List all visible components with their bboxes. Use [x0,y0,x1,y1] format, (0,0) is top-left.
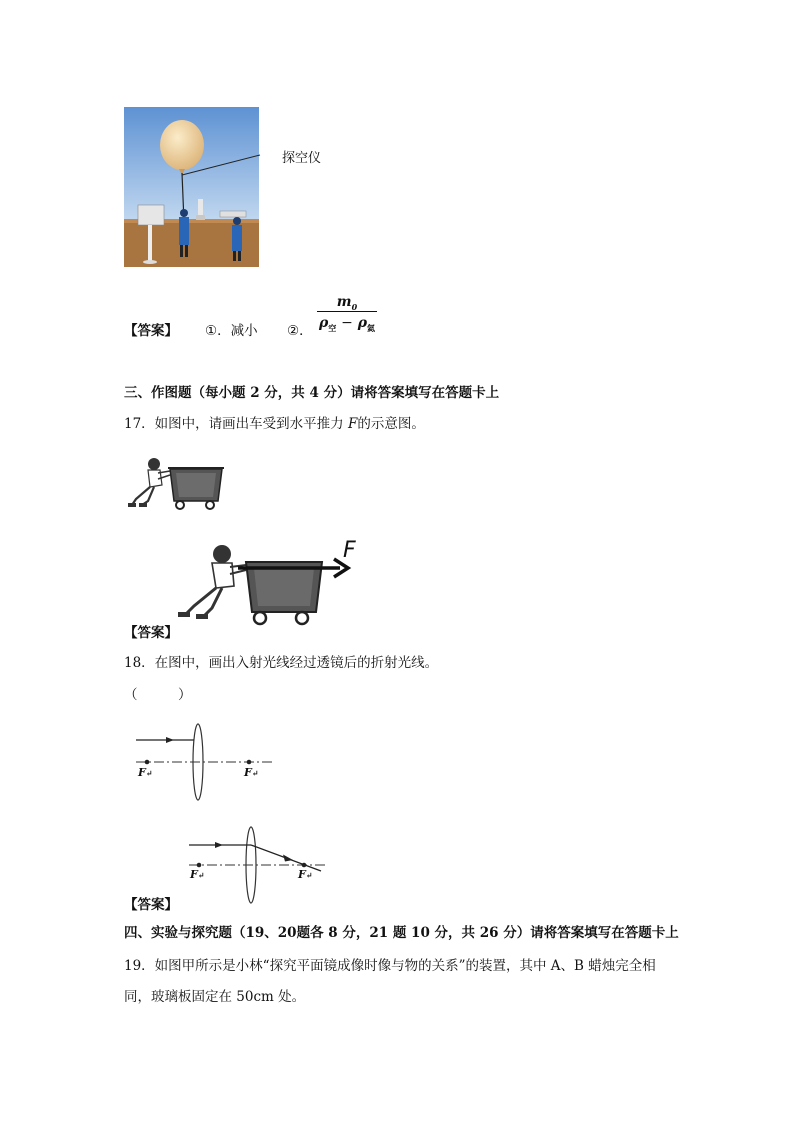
focus-right-text: F [244,766,252,779]
lens-answer-figure [183,825,333,905]
callout-line [180,145,290,185]
return-mark-right: ↵ [251,768,259,778]
answer-16-item2: ②． [287,323,313,339]
numerator-sub: 0 [351,301,358,312]
answer-focus-left-label [190,868,205,881]
fraction-numerator [317,294,377,311]
fraction-denominator [317,315,377,334]
answer-focus-right-text: F [298,868,306,881]
probe-label: 探空仪 [282,151,322,166]
fraction-bar [317,311,377,312]
answer-label-17: 【答案】 [124,625,178,641]
balloon-photo-graphic [124,107,259,267]
q18-text: 18．在图中，画出入射光线经过透镜后的折射光线。 [124,655,439,671]
answer-focus-right-label [298,868,313,881]
q19-line2: 同，玻璃板固定在 50cm 处。 [124,989,306,1005]
rho-helium-sub: 氦 [367,322,376,333]
rho-air-sub: 空 [328,322,337,333]
return-mark-left: ↵ [145,768,153,778]
q19-line1: 19．如图甲所示是小林“探究平面镜成像时像与物的关系”的装置，其中 A、B 蜡烛完全相 [124,958,656,974]
answer-label-16: 【答案】 [124,323,178,339]
q17-text-before: 17．如图中，请画出车受到水平推力 [124,416,348,432]
q17-text [124,418,425,432]
answer-return-mark-right: ↵ [305,870,313,880]
answer-focus-left-text: F [190,868,198,881]
rho-helium: ρ [357,315,368,331]
answer-label-18: 【答案】 [124,897,178,913]
minus-sign: − [341,315,353,331]
q18-blank: （ ） [124,687,192,703]
lens-figure [130,720,280,805]
cart-figure [124,455,229,513]
focus-left-label [138,766,153,779]
numerator-m: m [336,294,352,310]
force-label-F: F [343,538,356,563]
cart-answer-figure [176,540,366,630]
answer-16-item1: ①．减小 [205,323,258,339]
answer-return-mark-left: ↵ [197,870,205,880]
rho-air: ρ [318,315,329,331]
q17-text-after: 的示意图。 [357,416,425,432]
balloon-photo [124,107,259,267]
q17-var: F [347,416,358,432]
section3-heading: 三、作图题（每小题 2 分，共 4 分）请将答案填写在答题卡上 [124,385,500,401]
density-fraction [317,294,377,334]
focus-left-text: F [138,766,146,779]
section4-heading: 四、实验与探究题（19、20题各 8 分，21 题 10 分，共 26 分）请将答案填写在答题卡上 [124,925,679,941]
focus-right-label [244,766,259,779]
